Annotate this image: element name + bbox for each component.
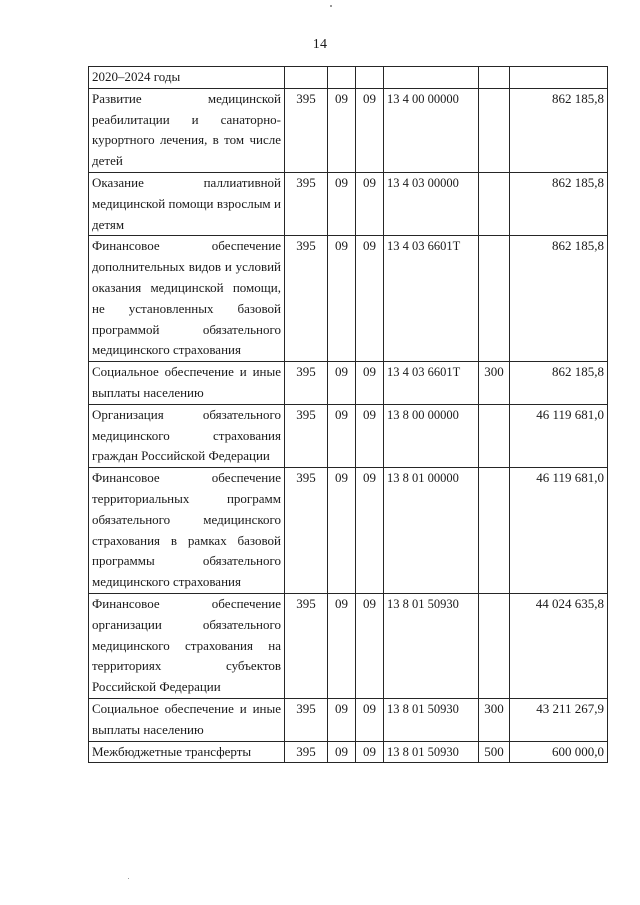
amount: 600 000,0 [510, 741, 608, 763]
table-row [89, 741, 608, 763]
pr-code [356, 67, 384, 89]
amount [510, 67, 608, 89]
csr-code: 13 8 01 50930 [384, 741, 479, 763]
gr-code: 395 [285, 404, 328, 467]
vr-code [479, 236, 510, 362]
gr-code: 395 [285, 236, 328, 362]
amount: 43 211 267,9 [510, 698, 608, 741]
pr-code: 09 [356, 88, 384, 172]
pr-code: 09 [356, 236, 384, 362]
table-row [89, 404, 608, 467]
vr-code: 500 [479, 741, 510, 763]
gr-code: 395 [285, 362, 328, 405]
table-row [89, 67, 608, 89]
csr-code: 13 8 01 50930 [384, 593, 479, 698]
amount: 862 185,8 [510, 362, 608, 405]
row-name: Социальное обеспечение и иные выплаты населению [89, 698, 285, 741]
gr-code: 395 [285, 741, 328, 763]
pr-code: 09 [356, 404, 384, 467]
pr-code: 09 [356, 698, 384, 741]
gr-code: 395 [285, 172, 328, 235]
gr-code: 395 [285, 698, 328, 741]
row-name: Социальное обеспечение и иные выплаты населению [89, 362, 285, 405]
amount: 46 119 681,0 [510, 404, 608, 467]
vr-code [479, 172, 510, 235]
rz-code: 09 [328, 468, 356, 594]
row-name: Организация обязательного медицинского страхования граждан Российской Федерации [89, 404, 285, 467]
amount: 862 185,8 [510, 172, 608, 235]
row-name: 2020–2024 годы [89, 67, 285, 89]
amount: 44 024 635,8 [510, 593, 608, 698]
rz-code: 09 [328, 362, 356, 405]
csr-code: 13 4 00 00000 [384, 88, 479, 172]
table-row [89, 362, 608, 405]
rz-code: 09 [328, 593, 356, 698]
csr-code: 13 4 03 6601Т [384, 362, 479, 405]
pr-code: 09 [356, 172, 384, 235]
rz-code: 09 [328, 741, 356, 763]
pr-code: 09 [356, 468, 384, 594]
amount: 46 119 681,0 [510, 468, 608, 594]
rz-code: 09 [328, 172, 356, 235]
table-row [89, 88, 608, 172]
amount: 862 185,8 [510, 236, 608, 362]
rz-code [328, 67, 356, 89]
table-row [89, 172, 608, 235]
pr-code: 09 [356, 593, 384, 698]
csr-code: 13 8 01 00000 [384, 468, 479, 594]
rz-code: 09 [328, 236, 356, 362]
vr-code [479, 67, 510, 89]
amount: 862 185,8 [510, 88, 608, 172]
scan-speck [128, 878, 129, 879]
gr-code: 395 [285, 88, 328, 172]
table-row [89, 698, 608, 741]
csr-code: 13 8 00 00000 [384, 404, 479, 467]
pr-code: 09 [356, 741, 384, 763]
vr-code [479, 468, 510, 594]
csr-code [384, 67, 479, 89]
row-name: Развитие медицинской реабилитации и санаторно-курортного лечения, в том числе детей [89, 88, 285, 172]
budget-table [88, 66, 608, 763]
gr-code [285, 67, 328, 89]
row-name: Финансовое обеспечение дополнительных видов и условий оказания медицинской помощи, не установленных базовой программой обязательного медицинского страхования [89, 236, 285, 362]
pr-code: 09 [356, 362, 384, 405]
row-name: Финансовое обеспечение организации обязательного медицинского страхования на территориях субъектов Российской Федерации [89, 593, 285, 698]
rz-code: 09 [328, 88, 356, 172]
vr-code [479, 88, 510, 172]
table-row [89, 468, 608, 594]
vr-code: 300 [479, 698, 510, 741]
csr-code: 13 8 01 50930 [384, 698, 479, 741]
scan-speck [330, 5, 332, 7]
table-row [89, 593, 608, 698]
vr-code: 300 [479, 362, 510, 405]
vr-code [479, 593, 510, 698]
gr-code: 395 [285, 468, 328, 594]
vr-code [479, 404, 510, 467]
row-name: Межбюджетные трансферты [89, 741, 285, 763]
rz-code: 09 [328, 404, 356, 467]
table-row [89, 236, 608, 362]
gr-code: 395 [285, 593, 328, 698]
row-name: Финансовое обеспечение территориальных программ обязательного медицинского страхования в рамках базовой программы обязательного медицинского страхования [89, 468, 285, 594]
csr-code: 13 4 03 6601Т [384, 236, 479, 362]
csr-code: 13 4 03 00000 [384, 172, 479, 235]
row-name: Оказание паллиативной медицинской помощи взрослым и детям [89, 172, 285, 235]
rz-code: 09 [328, 698, 356, 741]
page-number: 14 [312, 37, 328, 52]
